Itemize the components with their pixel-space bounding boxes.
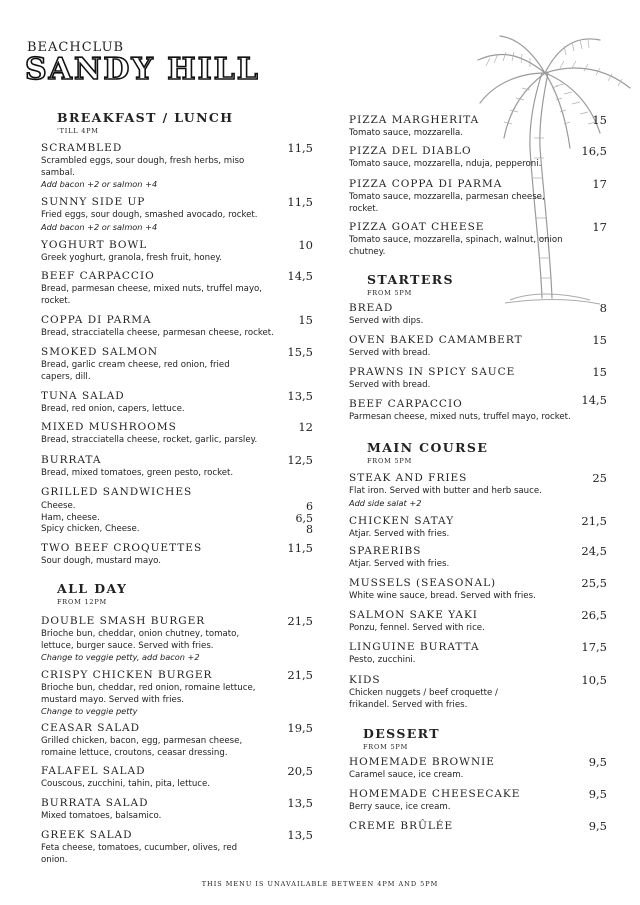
item-price: 15 bbox=[298, 313, 313, 327]
item-price: 17 bbox=[592, 220, 607, 234]
item-price: 24,5 bbox=[581, 544, 607, 558]
item-name: PIZZA COPPA DI PARMA bbox=[349, 178, 503, 190]
dessert-title: DESSERT bbox=[363, 726, 440, 741]
menu-item bbox=[349, 365, 607, 392]
item-name: SPARERIBS bbox=[349, 545, 422, 557]
item-description: Bread, stracciatella cheese, parmesan cheese, rocket. bbox=[41, 328, 274, 338]
item-description: Tomato sauce, mozzarella, parmesan cheese, rocket. bbox=[349, 192, 545, 214]
item-description: Berry sauce, ice cream. bbox=[349, 802, 451, 812]
item-price: 10,5 bbox=[581, 673, 607, 687]
item-price: 13,5 bbox=[287, 389, 313, 403]
starters-subtitle: FROM 5PM bbox=[367, 289, 413, 297]
menu-item bbox=[41, 269, 313, 307]
item-description: Atjar. Served with fries. bbox=[349, 559, 450, 569]
item-name: PIZZA MARGHERITA bbox=[349, 114, 480, 126]
item-description: Caramel sauce, ice cream. bbox=[349, 770, 464, 780]
menu-item bbox=[41, 195, 313, 233]
item-description: Bread, red onion, capers, lettuce. bbox=[41, 404, 185, 414]
item-name: BEEF CARPACCIO bbox=[349, 398, 463, 410]
item-description: Atjar. Served with fries. bbox=[349, 529, 450, 539]
item-price: 26,5 bbox=[581, 608, 607, 622]
item-price: 21,5 bbox=[581, 514, 607, 528]
item-description: Bread, garlic cream cheese, red onion, fried capers, dill. bbox=[41, 360, 230, 382]
menu-item bbox=[349, 544, 607, 571]
menu-item bbox=[349, 393, 607, 424]
item-name: PIZZA DEL DIABLO bbox=[349, 145, 472, 157]
menu-item bbox=[41, 141, 313, 190]
brand-title: SANDY HILL bbox=[25, 52, 260, 87]
item-price: 11,5 bbox=[287, 541, 313, 555]
item-price: 15 bbox=[592, 113, 607, 127]
item-name: CHICKEN SATAY bbox=[349, 515, 455, 527]
item-description: Flat iron. Served with butter and herb sauce. bbox=[349, 486, 542, 496]
menu-item bbox=[349, 177, 607, 215]
item-name: KIDS bbox=[349, 674, 381, 686]
item-name: SALMON SAKE YAKI bbox=[349, 609, 478, 621]
starters-title: STARTERS bbox=[367, 272, 454, 287]
item-price: 25 bbox=[592, 471, 607, 485]
item-description: Tomato sauce, mozzarella. bbox=[349, 128, 464, 138]
item-description: Scrambled eggs, sour dough, fresh herbs, miso sambal. bbox=[41, 156, 245, 178]
item-name: FALAFEL SALAD bbox=[41, 765, 146, 777]
menu-item bbox=[41, 453, 313, 480]
sandwich-option bbox=[41, 501, 313, 513]
item-description: Ponzu, fennel. Served with rice. bbox=[349, 623, 485, 633]
item-price: 17 bbox=[592, 177, 607, 191]
menu-item bbox=[349, 220, 607, 258]
menu-item bbox=[41, 668, 313, 717]
menu-item bbox=[41, 313, 313, 340]
menu-item bbox=[349, 576, 607, 603]
menu-item bbox=[41, 721, 313, 759]
item-name: BURRATA SALAD bbox=[41, 797, 149, 809]
menu-item bbox=[41, 238, 313, 265]
item-description: Greek yoghurt, granola, fresh fruit, honey. bbox=[41, 253, 222, 263]
dessert-subtitle: FROM 5PM bbox=[363, 743, 409, 751]
item-description: Brioche bun, cheddar, red onion, romaine lettuce, mustard mayo. Served with fries. bbox=[41, 683, 256, 705]
item-price: 14,5 bbox=[581, 393, 607, 407]
item-price: 8 bbox=[599, 301, 607, 315]
option-price: 6 bbox=[306, 500, 313, 513]
item-description: Fried eggs, sour dough, smashed avocado, rocket. bbox=[41, 210, 258, 220]
item-description: Bread, mixed tomatoes, green pesto, rocket. bbox=[41, 468, 234, 478]
item-description: Bread, stracciatella cheese, rocket, garlic, parsley. bbox=[41, 435, 258, 445]
item-description: Chicken nuggets / beef croquette / frikandel. Served with fries. bbox=[349, 688, 498, 710]
item-price: 13,5 bbox=[287, 796, 313, 810]
item-description: Mixed tomatoes, balsamico. bbox=[41, 811, 162, 821]
menu-item bbox=[349, 301, 607, 328]
menu-item bbox=[349, 514, 607, 541]
menu-item bbox=[41, 796, 313, 823]
menu-item bbox=[41, 764, 313, 791]
item-description: Served with bread. bbox=[349, 348, 431, 358]
menu-item bbox=[349, 113, 607, 140]
menu-item bbox=[41, 614, 313, 663]
item-description: Bread, parmesan cheese, mixed nuts, truffel mayo, rocket. bbox=[41, 284, 263, 306]
item-name: TUNA SALAD bbox=[41, 390, 125, 402]
item-description: Brioche bun, cheddar, onion chutney, tomato, lettuce, burger sauce. Served with fries. bbox=[41, 629, 240, 651]
item-name: BREAD bbox=[349, 302, 394, 314]
item-name: SCRAMBLED bbox=[41, 142, 123, 154]
breakfast-title: BREAKFAST / LUNCH bbox=[57, 110, 234, 125]
item-name: BEEF CARPACCIO bbox=[41, 270, 155, 282]
item-description: Served with dips. bbox=[349, 316, 424, 326]
item-description: Served with bread. bbox=[349, 380, 431, 390]
option-price: 6,5 bbox=[295, 511, 313, 525]
item-note: Add bacon +2 or salmon +4 bbox=[41, 179, 158, 189]
sandwich-option bbox=[41, 513, 313, 525]
item-price: 13,5 bbox=[287, 828, 313, 842]
menu-item bbox=[41, 389, 313, 416]
menu-item bbox=[41, 420, 313, 447]
menu-item bbox=[349, 755, 607, 782]
item-name: SMOKED SALMON bbox=[41, 346, 159, 358]
item-description: Couscous, zucchini, tahin, pita, lettuce. bbox=[41, 779, 211, 789]
item-price: 16,5 bbox=[581, 144, 607, 158]
option-price: 8 bbox=[306, 523, 313, 536]
item-name: PRAWNS IN SPICY SAUCE bbox=[349, 366, 516, 378]
item-price: 14,5 bbox=[287, 269, 313, 283]
item-price: 9,5 bbox=[588, 787, 607, 801]
item-price: 21,5 bbox=[287, 668, 313, 682]
item-name: SUNNY SIDE UP bbox=[41, 196, 146, 208]
item-name: DOUBLE SMASH BURGER bbox=[41, 615, 206, 627]
item-description: Parmesan cheese, mixed nuts, truffel mayo, rocket. bbox=[349, 412, 571, 422]
option-label: Ham, cheese. bbox=[41, 512, 100, 523]
item-name: GRILLED SANDWICHES bbox=[41, 486, 193, 498]
menu-item bbox=[41, 345, 313, 383]
menu-item bbox=[349, 819, 607, 833]
item-price: 11,5 bbox=[287, 141, 313, 155]
item-price: 9,5 bbox=[588, 755, 607, 769]
item-price: 20,5 bbox=[287, 764, 313, 778]
item-note: Change to veggie petty bbox=[41, 706, 138, 716]
footer-note: THIS MENU IS UNAVAILABLE BETWEEN 4PM AND 5PM bbox=[201, 880, 439, 888]
item-note: Add side salat +2 bbox=[349, 497, 422, 508]
item-price: 19,5 bbox=[287, 721, 313, 735]
item-price: 21,5 bbox=[287, 614, 313, 628]
menu-item bbox=[349, 640, 607, 667]
brand-subtitle: BEACHCLUB bbox=[27, 40, 125, 55]
main-course-subtitle: FROM 5PM bbox=[367, 457, 413, 465]
allday-title: ALL DAY bbox=[57, 581, 128, 596]
item-name: CEASAR SALAD bbox=[41, 722, 141, 734]
palm-tree-icon bbox=[460, 28, 640, 318]
breakfast-subtitle: 'TILL 4PM bbox=[57, 127, 99, 135]
menu-item bbox=[349, 673, 607, 711]
item-price: 11,5 bbox=[287, 195, 313, 209]
item-name: YOGHURT BOWL bbox=[41, 239, 148, 251]
item-name: OVEN BAKED CAMAMBERT bbox=[349, 334, 523, 346]
menu-item bbox=[349, 787, 607, 814]
item-price: 12 bbox=[298, 420, 313, 434]
item-description: Grilled chicken, bacon, egg, parmesan cheese, romaine lettuce, croutons, ceasar dressing. bbox=[41, 736, 243, 758]
item-name: MUSSELS (SEASONAL) bbox=[349, 577, 497, 589]
item-name: CRISPY CHICKEN BURGER bbox=[41, 669, 213, 681]
option-label: Cheese. bbox=[41, 501, 76, 511]
item-name: HOMEMADE BROWNIE bbox=[349, 756, 495, 768]
item-name: CREME BRÛLÉE bbox=[349, 820, 454, 832]
item-description: Feta cheese, tomatoes, cucumber, olives, red onion. bbox=[41, 843, 238, 865]
item-name: LINGUINE BURATTA bbox=[349, 641, 480, 653]
menu-item bbox=[349, 144, 607, 171]
menu-item bbox=[41, 541, 313, 568]
menu-item bbox=[41, 828, 313, 866]
sandwich-option bbox=[41, 524, 313, 536]
item-description: White wine sauce, bread. Served with fries. bbox=[349, 591, 536, 601]
main-course-title: MAIN COURSE bbox=[367, 440, 489, 455]
item-price: 12,5 bbox=[287, 453, 313, 467]
item-name: PIZZA GOAT CHEESE bbox=[349, 221, 485, 233]
item-note: Change to veggie petty, add bacon +2 bbox=[41, 652, 200, 662]
item-price: 25,5 bbox=[581, 576, 607, 590]
item-price: 15 bbox=[592, 365, 607, 379]
item-name: TWO BEEF CROQUETTES bbox=[41, 542, 203, 554]
item-price: 10 bbox=[298, 238, 313, 252]
item-description: Pesto, zucchini. bbox=[349, 655, 416, 665]
item-name: COPPA DI PARMA bbox=[41, 314, 152, 326]
item-price: 9,5 bbox=[588, 819, 607, 833]
menu-item bbox=[349, 471, 607, 509]
item-name: BURRATA bbox=[41, 454, 102, 466]
menu-item-sandwiches bbox=[41, 485, 313, 536]
item-note: Add bacon +2 or salmon +4 bbox=[41, 221, 158, 232]
item-price: 17,5 bbox=[581, 640, 607, 654]
item-description: Tomato sauce, mozzarella, nduja, pepperoni. bbox=[349, 159, 542, 169]
option-label: Spicy chicken, Cheese. bbox=[41, 524, 140, 534]
item-description: Sour dough, mustard mayo. bbox=[41, 556, 162, 566]
item-name: GREEK SALAD bbox=[41, 829, 133, 841]
allday-subtitle: FROM 12PM bbox=[57, 598, 107, 606]
menu-item bbox=[349, 608, 607, 635]
item-price: 15 bbox=[592, 333, 607, 347]
item-description: Tomato sauce, mozzarella, spinach, walnut, onion chutney. bbox=[349, 235, 563, 257]
menu-item bbox=[349, 333, 607, 360]
item-name: MIXED MUSHROOMS bbox=[41, 421, 177, 433]
item-name: HOMEMADE CHEESECAKE bbox=[349, 788, 521, 800]
item-price: 15,5 bbox=[287, 345, 313, 359]
item-name: STEAK AND FRIES bbox=[349, 472, 468, 484]
